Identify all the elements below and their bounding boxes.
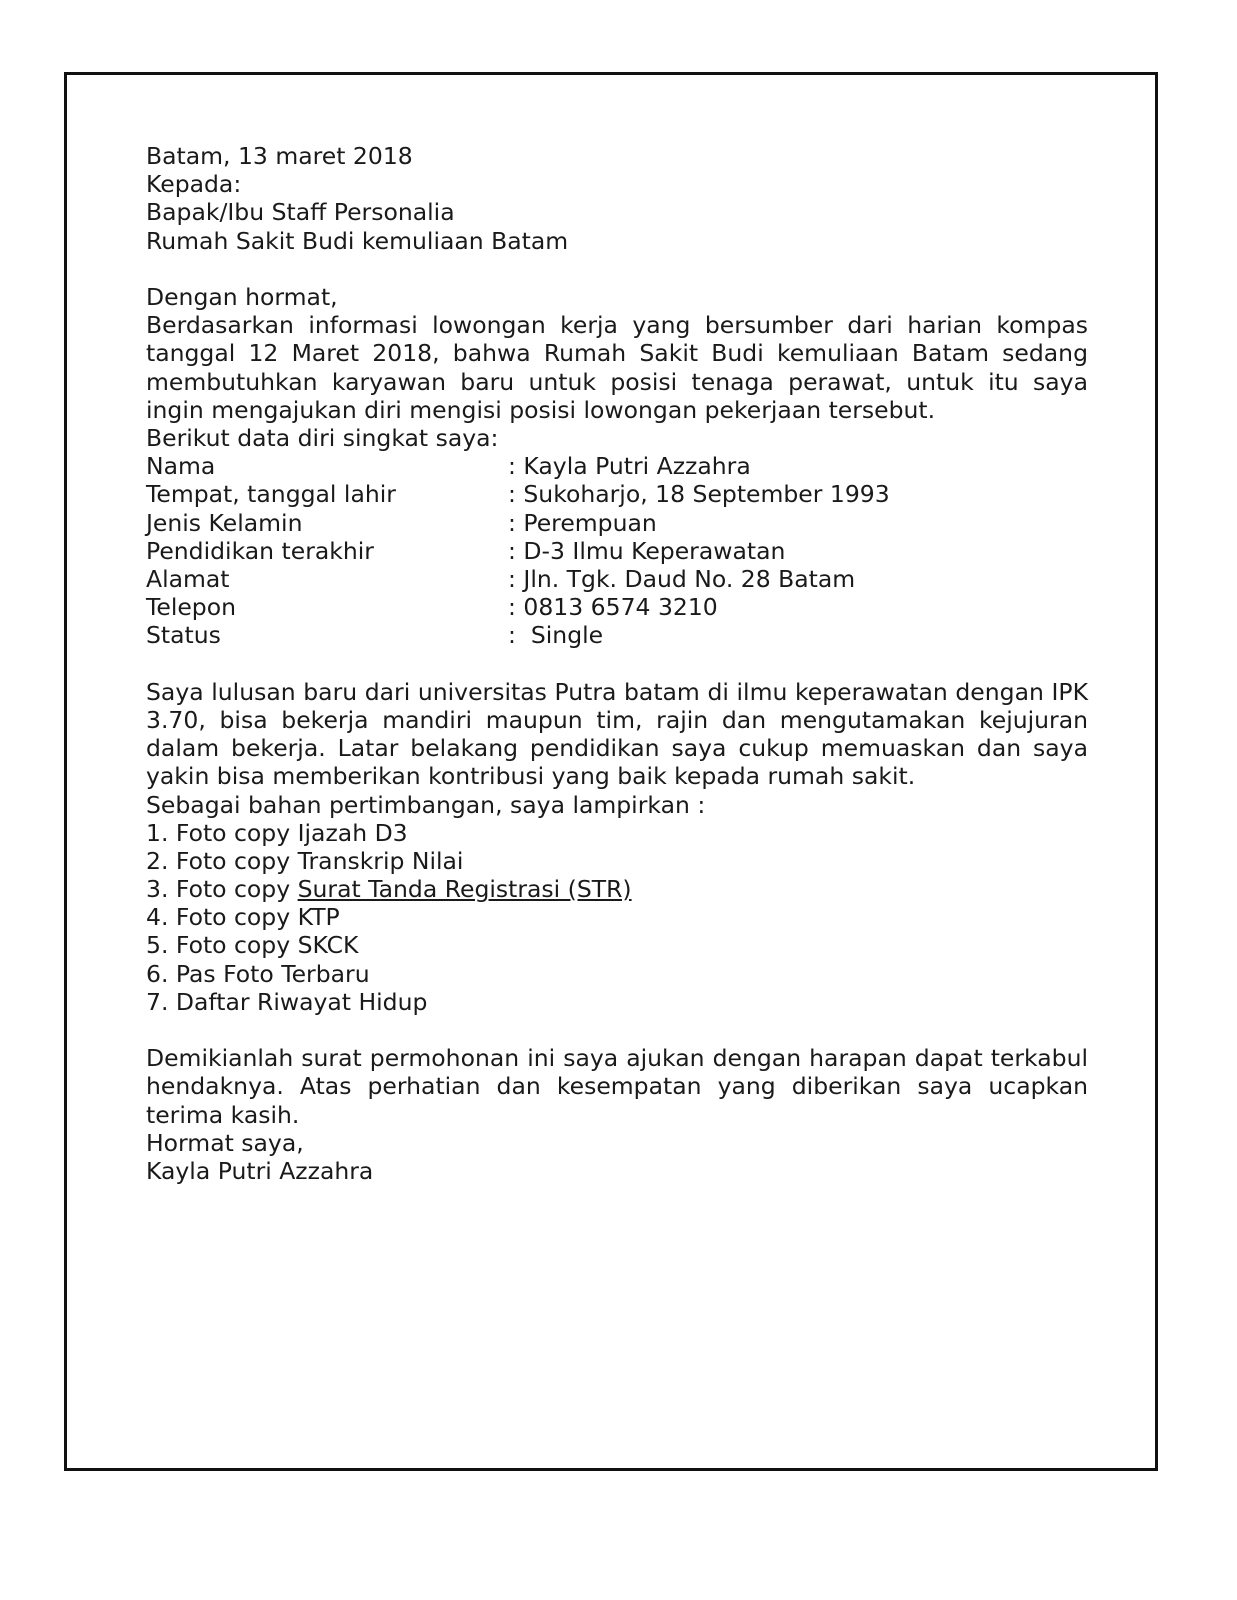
qualification-paragraph: Saya lulusan baru dari universitas Putra batam di ilmu keperawatan dengan IPK 3.70, bisa bekerja mandiri maupun tim, rajin dan mengutamakan kejujuran dalam bekerja. Latar belakang pendidikan saya cukup memuaskan dan saya yakin bisa memberikan kontribusi yang baik kepada rumah sakit.	[146, 677, 1088, 791]
closing: Hormat saya,	[146, 1128, 304, 1157]
place-date: Batam, 13 maret 2018	[146, 142, 413, 170]
data-label: Status	[146, 621, 221, 650]
list-item-text: 6. Pas Foto Terbaru	[146, 959, 370, 988]
list-item-underlined-text: Surat Tanda Registrasi (STR)	[297, 875, 632, 904]
list-item	[146, 931, 1088, 959]
data-row	[146, 593, 1088, 621]
attachments-list	[146, 819, 1088, 1016]
letter-body	[146, 142, 1088, 1185]
recipient-to: Kepada:	[146, 170, 242, 199]
attachments-intro: Sebagai bahan pertimbangan, saya lampirkan :	[146, 790, 706, 819]
list-item-text: 7. Daftar Riwayat Hidup	[146, 987, 428, 1016]
data-row	[146, 452, 1088, 480]
list-item-text: 4. Foto copy KTP	[146, 903, 340, 932]
data-value: : Jln. Tgk. Daud No. 28 Batam	[508, 564, 856, 593]
list-item	[146, 960, 1088, 988]
opening-paragraph: Berdasarkan informasi lowongan kerja yang bersumber dari harian kompas tanggal 12 Maret 2018, bahwa Rumah Sakit Budi kemuliaan Batam sedang membutuhkan karyawan baru untuk posisi tenaga perawat, untuk itu saya ingin mengajukan diri mengisi posisi lowongan pekerjaan tersebut.	[146, 311, 1088, 424]
signature-name: Kayla Putri Azzahra	[146, 1157, 374, 1186]
data-label: Alamat	[146, 564, 230, 593]
data-row	[146, 480, 1088, 508]
data-row	[146, 621, 1088, 649]
list-item-text: 3. Foto copy	[146, 875, 298, 904]
closing-paragraph: Demikianlah surat permohonan ini saya ajukan dengan harapan dapat terkabul hendaknya. Atas perhatian dan kesempatan yang diberikan saya ucapkan terima kasih.	[146, 1044, 1088, 1129]
data-row	[146, 509, 1088, 537]
data-value: : D-3 Ilmu Keperawatan	[508, 536, 786, 565]
list-item	[146, 988, 1088, 1016]
list-item	[146, 875, 1088, 903]
greeting: Dengan hormat,	[146, 283, 338, 311]
list-item	[146, 903, 1088, 931]
personal-data-table	[146, 452, 1088, 649]
data-value: : Kayla Putri Azzahra	[508, 452, 751, 481]
data-value: : 0813 6574 3210	[508, 593, 718, 622]
data-row	[146, 537, 1088, 565]
data-label: Tempat, tanggal lahir	[146, 480, 396, 509]
data-label: Jenis Kelamin	[146, 508, 303, 537]
data-intro: Berikut data diri singkat saya:	[146, 424, 499, 453]
data-label: Telepon	[146, 593, 236, 622]
data-label: Pendidikan terakhir	[146, 536, 374, 565]
recipient-block	[146, 170, 1088, 255]
list-item	[146, 847, 1088, 875]
list-item-text: 2. Foto copy Transkrip Nilai	[146, 846, 464, 875]
data-row	[146, 565, 1088, 593]
data-value: : Sukoharjo, 18 September 1993	[508, 480, 890, 509]
list-item	[146, 819, 1088, 847]
list-item-text: 5. Foto copy SKCK	[146, 931, 359, 960]
recipient-line-2: Rumah Sakit Budi kemuliaan Batam	[146, 226, 569, 255]
recipient-line-1: Bapak/Ibu Staff Personalia	[146, 198, 455, 227]
data-label: Nama	[146, 452, 216, 481]
data-value: : Single	[508, 621, 604, 650]
list-item-text: 1. Foto copy Ijazah D3	[146, 818, 408, 847]
data-value: : Perempuan	[508, 508, 657, 537]
